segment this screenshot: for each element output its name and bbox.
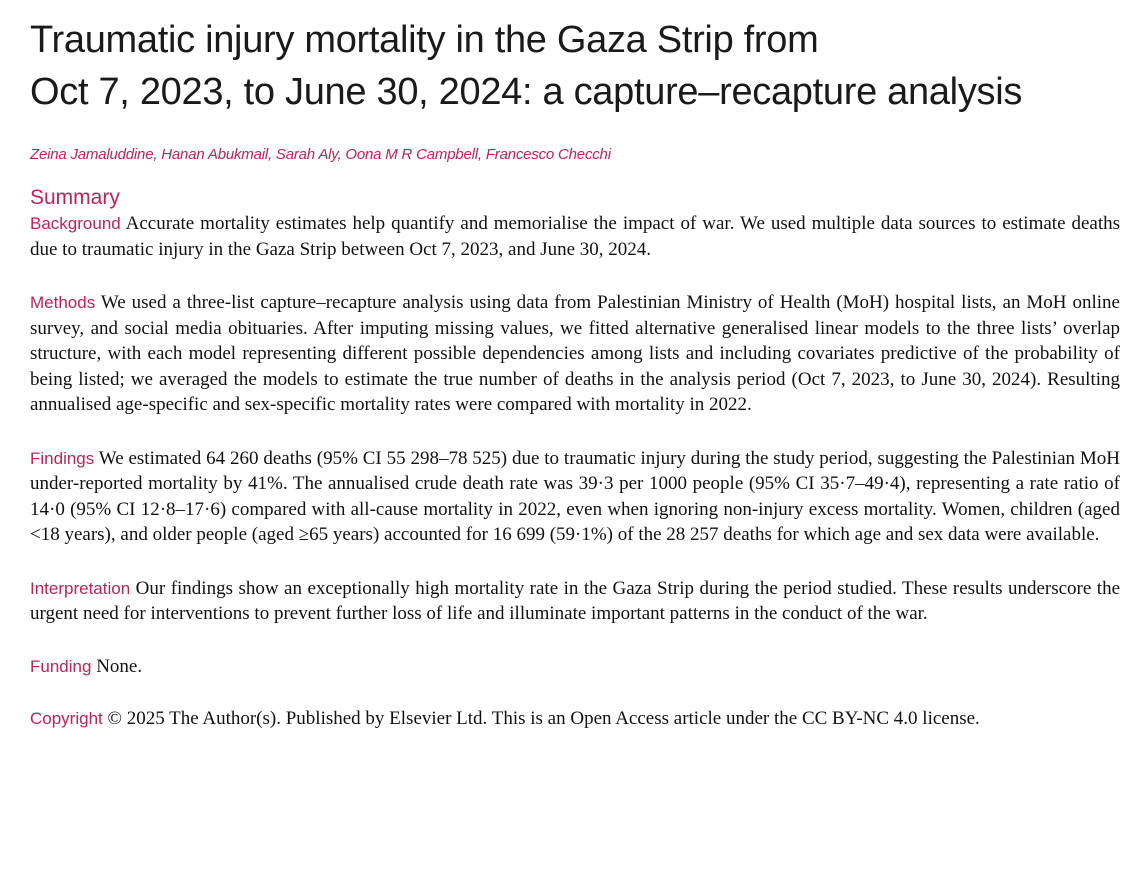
article-title-line-2: Oct 7, 2023, to June 30, 2024: a capture–recapture analysis	[30, 71, 1023, 113]
article-title	[30, 14, 1120, 118]
findings-label: Findings	[30, 448, 95, 468]
copyright-label: Copyright	[30, 709, 103, 728]
methods-text: We used a three-list capture–recapture analysis using data from Palestinian Ministry of Health (MoH) hospital lists, an MoH online survey, and social media obituaries. After imputing missing values, we fitted alternative generalised linear models to the three lists’ overlap structure, with each model representing different possible dependencies among lists and including covariates predictive of the probability of being listed; we averaged the models to estimate the true number of deaths in the analysis period (Oct 7, 2023, to June 30, 2024). Resulting annualised age-specific and sex-specific mortality rates were compared with mortality in 2022.	[30, 292, 1120, 415]
summary-heading: Summary	[30, 186, 120, 209]
methods-section	[30, 290, 1120, 418]
interpretation-label: Interpretation	[30, 578, 131, 598]
interpretation-text: Our findings show an exceptionally high mortality rate in the Gaza Strip during the period studied. These results underscore the urgent need for interventions to prevent further loss of life and illuminate important patterns in the conduct of the war.	[30, 577, 1120, 624]
findings-text: We estimated 64 260 deaths (95% CI 55 298–78 525) due to traumatic injury during the study period, suggesting the Palestinian MoH under-reported mortality by 41%. The annualised crude death rate was 39·3 per 1000 people (95% CI 35·7–49·4), representing a rate ratio of 14·0 (95% CI 12·8–17·6) compared with all-cause mortality in 2022, even when ignoring non-injury excess mortality. Women, children (aged <18 years), and older people (aged ≥65 years) accounted for 16 699 (59·1%) of the 28 257 deaths for which age and sex data were available.	[30, 447, 1120, 545]
article-title-line-1: Traumatic injury mortality in the Gaza Strip from	[30, 19, 819, 61]
background-section	[30, 211, 1120, 262]
copyright-text: © 2025 The Author(s). Published by Elsevier Ltd. This is an Open Access article under the CC BY-NC 4.0 license.	[107, 708, 980, 729]
interpretation-section	[30, 576, 1120, 627]
methods-label: Methods	[30, 293, 96, 312]
funding-label: Funding	[30, 656, 92, 676]
copyright-section	[30, 706, 1120, 732]
background-label: Background	[30, 214, 121, 233]
funding-text: None.	[96, 655, 143, 677]
article-page	[30, 14, 1120, 732]
funding-section	[30, 654, 1120, 680]
background-text: Accurate mortality estimates help quantify and memorialise the impact of war. We used multiple data sources to estimate deaths due to traumatic injury in the Gaza Strip between Oct 7, 2023, and June 30, 2024.	[30, 213, 1120, 260]
author-list: Zeina Jamaluddine, Hanan Abukmail, Sarah Aly, Oona M R Campbell, Francesco Checchi	[30, 146, 611, 163]
findings-section	[30, 446, 1120, 548]
